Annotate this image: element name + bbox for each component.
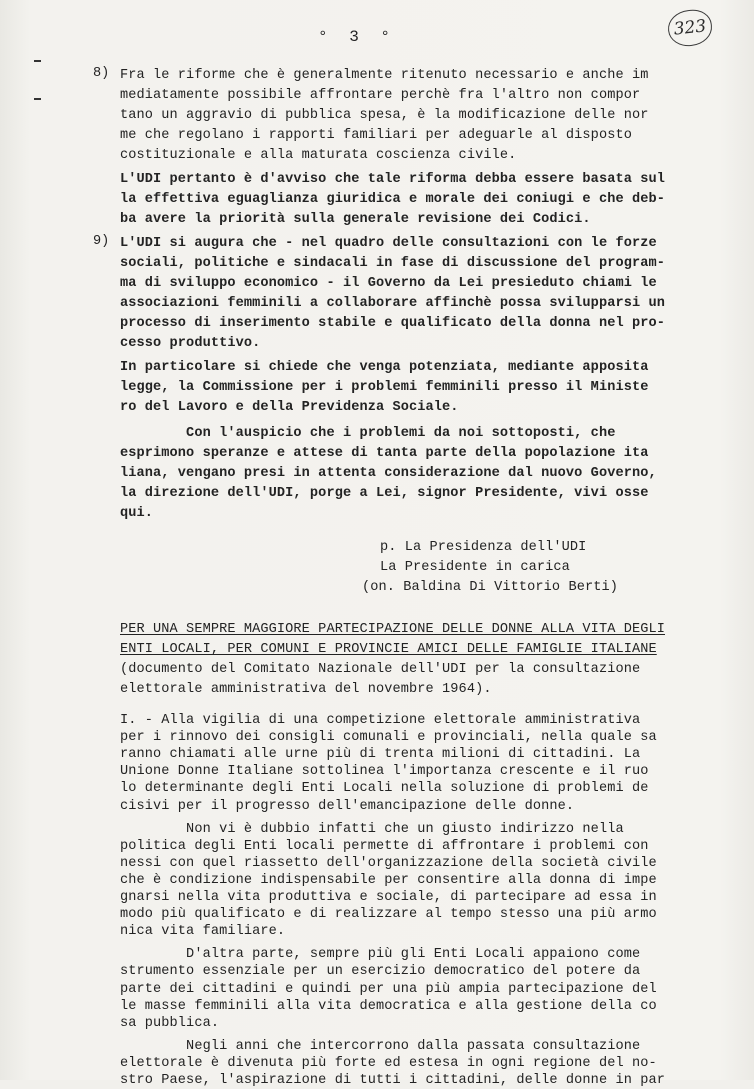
text-line: I. - Alla vigilia di una competizione elettorale amministrativa [120,713,641,728]
text-line: D'altra parte, sempre più gli Enti Locali appaiono come [120,947,641,962]
text-line: processo di inserimento stabile e qualificato della donna nel pro- [120,316,665,331]
item-marker-8: 8) [93,66,110,81]
margin-mark [34,98,41,100]
text-line: la effettiva eguaglianza giuridica e morale dei coniugi e che deb- [120,192,665,207]
text-line: Negli anni che intercorrono dalla passata consultazione [120,1039,641,1054]
signature-line: La Presidente in carica [380,560,570,575]
item-marker-9: 9) [93,234,110,249]
text-line: per i rinnovo dei consigli comunali e provinciali, nella quale sa [120,730,657,745]
text-line: ma di sviluppo economico - il Governo da Lei presieduto chiami le [120,276,657,291]
text-line: nessi con quel riassetto dell'organizzazione della società civile [120,856,657,871]
text-line: cisivi per il progresso dell'emancipazione delle donne. [120,799,575,814]
text-line: cesso produttivo. [120,336,261,351]
text-line: stro Paese, l'aspirazione di tutti i cittadini, delle donne in par [120,1073,665,1088]
text-line: che è condizione indispensabile per consentire alla donna di impe [120,873,657,888]
text-line: legge, la Commissione per i problemi femminili presso il Ministe [120,380,649,395]
text-line: Non vi è dubbio infatti che un giusto indirizzo nella [120,822,624,837]
text-line: nica vita familiare. [120,924,286,939]
text-line: In particolare si chiede che venga potenziata, mediante apposita [120,360,649,375]
archive-stamp: 323 [666,8,714,48]
text-line: le masse femminili alla vita democratica e alla gestione della co [120,999,657,1014]
text-line: gnarsi nella vita produttiva e sociale, di partecipare ad essa in [120,890,657,905]
text-line: parte dei cittadini e quindi per una più ampia partecipazione del [120,982,657,997]
text-line: esprimono speranze e attese di tanta parte della popolazione ita [120,446,649,461]
page-number: ° 3 ° [318,28,397,46]
text-line: L'UDI pertanto è d'avviso che tale riforma debba essere basata sul [120,172,665,187]
text-line: lo determinante degli Enti Locali nella soluzione di problemi de [120,781,649,796]
text-line: Con l'auspicio che i problemi da noi sottoposti, che [120,426,616,441]
text-line: me che regolano i rapporti familiari per adeguarle al disposto [120,128,632,143]
text-line: qui. [120,506,154,521]
text-line: L'UDI si augura che - nel quadro delle consultazioni con le forze [120,236,657,251]
text-line: strumento essenziale per un esercizio democratico del potere da [120,964,641,979]
signature-line: (on. Baldina Di Vittorio Berti) [362,580,618,595]
section-title-line: ENTI LOCALI, PER COMUNI E PROVINCIE AMICI DELLE FAMIGLIE ITALIANE [120,642,657,657]
subtitle-line: elettorale amministrativa del novembre 1964). [120,682,492,697]
text-line: mediatamente possibile affrontare perchè fra l'altro non compor [120,88,641,103]
signature-line: p. La Presidenza dell'UDI [380,540,587,555]
text-line: liana, vengano presi in attenta considerazione dal nuovo Governo, [120,466,657,481]
text-line: ba avere la priorità sulla generale revisione dei Codici. [120,212,591,227]
text-line: costituzionale e alla maturata coscienza civile. [120,148,517,163]
text-line: ro del Lavoro e della Previdenza Sociale. [120,400,459,415]
section-title-line: PER UNA SEMPRE MAGGIORE PARTECIPAZIONE DELLE DONNE ALLA VITA DEGLI [120,622,665,637]
margin-mark [34,60,41,62]
text-line: Unione Donne Italiane sottolinea l'importanza crescente e il ruo [120,764,649,779]
text-line: sa pubblica. [120,1016,220,1031]
subtitle-line: (documento del Comitato Nazionale dell'UDI per la consultazione [120,662,641,677]
text-line: la direzione dell'UDI, porge a Lei, signor Presidente, vivi osse [120,486,649,501]
text-line: Fra le riforme che è generalmente ritenuto necessario e anche im [120,68,649,83]
text-line: associazioni femminili a collaborare affinchè possa svilupparsi un [120,296,665,311]
text-line: ranno chiamati alle urne più di trenta milioni di cittadini. La [120,747,641,762]
text-line: modo più qualificato e di realizzare al tempo stesso una più armo [120,907,657,922]
text-line: tano un aggravio di pubblica spesa, è la modificazione delle nor [120,108,649,123]
text-line: elettorale è divenuta più forte ed estesa in ogni regione del no- [120,1056,657,1071]
text-line: sociali, politiche e sindacali in fase di discussione del program- [120,256,665,271]
text-line: politica degli Enti locali permette di affrontare i problemi con [120,839,649,854]
